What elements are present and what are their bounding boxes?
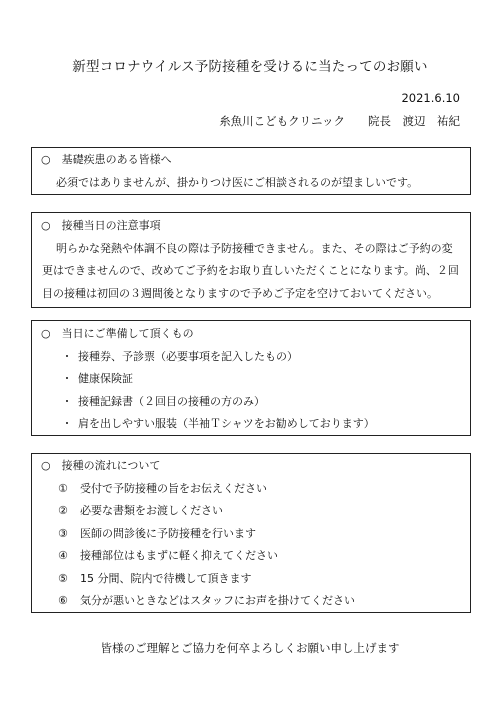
section-heading: ○ 接種の流れについて bbox=[41, 459, 161, 472]
bullet: ・ bbox=[61, 372, 73, 385]
bullet: ・ bbox=[61, 349, 73, 363]
step-text: 医師の問診後に予防接種を行います bbox=[80, 526, 256, 540]
flow-steps bbox=[32, 478, 470, 613]
bullet: ・ bbox=[61, 417, 73, 430]
list-item-text: 肩を出しやすい服装（半袖Ｔシャツをお勧めしております） bbox=[78, 417, 375, 430]
list-item bbox=[32, 413, 470, 436]
step-number: ② bbox=[58, 504, 68, 517]
section-body: 明らかな発熱や体調不良の際は予防接種できません。また、その際はご予約の変更はできませんので、改めてご予約をお取り直しいただくことになります。尚、２回目の接種は初回の３週間後となりますので予めご予定を空けておいてください。 bbox=[42, 241, 459, 300]
step-text: 接種部位はもまずに軽く抑えてください bbox=[80, 549, 278, 562]
step-number: ⑥ bbox=[58, 594, 68, 607]
step-item bbox=[32, 523, 470, 546]
section-day-notes bbox=[31, 212, 471, 308]
list-item-text: 接種記録書（２回目の接種の方のみ） bbox=[78, 394, 265, 408]
bullet: ・ bbox=[61, 394, 73, 408]
list-item bbox=[32, 346, 470, 369]
list-item bbox=[32, 368, 470, 391]
document-date: 2021.6.10 bbox=[401, 91, 460, 105]
section-heading: ○ 基礎疾患のある皆様へ bbox=[41, 153, 172, 166]
step-number: ④ bbox=[58, 549, 68, 562]
step-item bbox=[32, 568, 470, 591]
step-text: 15 分間、院内で待機して頂きます bbox=[80, 571, 252, 585]
step-item bbox=[32, 500, 470, 523]
section-flow bbox=[31, 453, 471, 613]
section-basic-disease bbox=[31, 147, 471, 195]
step-item bbox=[32, 590, 470, 613]
step-text: 必要な書類をお渡しください bbox=[80, 504, 223, 517]
step-text: 気分が悪いときなどはスタッフにお声を掛けてください bbox=[80, 594, 355, 607]
closing-message: 皆様のご理解とご協力を何卒よろしくお願い申し上げます bbox=[100, 641, 400, 655]
step-item bbox=[32, 478, 470, 501]
section-body: 必須ではありませんが、掛かりつけ医にご相談されるのが望ましいです。 bbox=[56, 175, 419, 189]
step-item bbox=[32, 545, 470, 568]
step-number: ⑤ bbox=[58, 571, 68, 585]
section-prepare bbox=[31, 320, 471, 436]
step-number: ① bbox=[58, 481, 68, 495]
list-item-text: 健康保険証 bbox=[78, 372, 133, 385]
section-heading: ○ 接種当日の注意事項 bbox=[41, 219, 161, 232]
list-item-text: 接種券、予診票（必要事項を記入したもの） bbox=[78, 349, 298, 363]
step-number: ③ bbox=[58, 526, 68, 540]
list-item bbox=[32, 391, 470, 414]
document-title: 新型コロナウイルス予防接種を受けるに当たってのお願い bbox=[72, 59, 428, 75]
step-text: 受付で予防接種の旨をお伝えください bbox=[80, 481, 267, 495]
prepare-list bbox=[32, 346, 470, 436]
section-heading: ○ 当日にご準備して頂くもの bbox=[41, 327, 194, 340]
clinic-signature: 糸魚川こどもクリニック 院長 渡辺 祐紀 bbox=[219, 114, 460, 128]
